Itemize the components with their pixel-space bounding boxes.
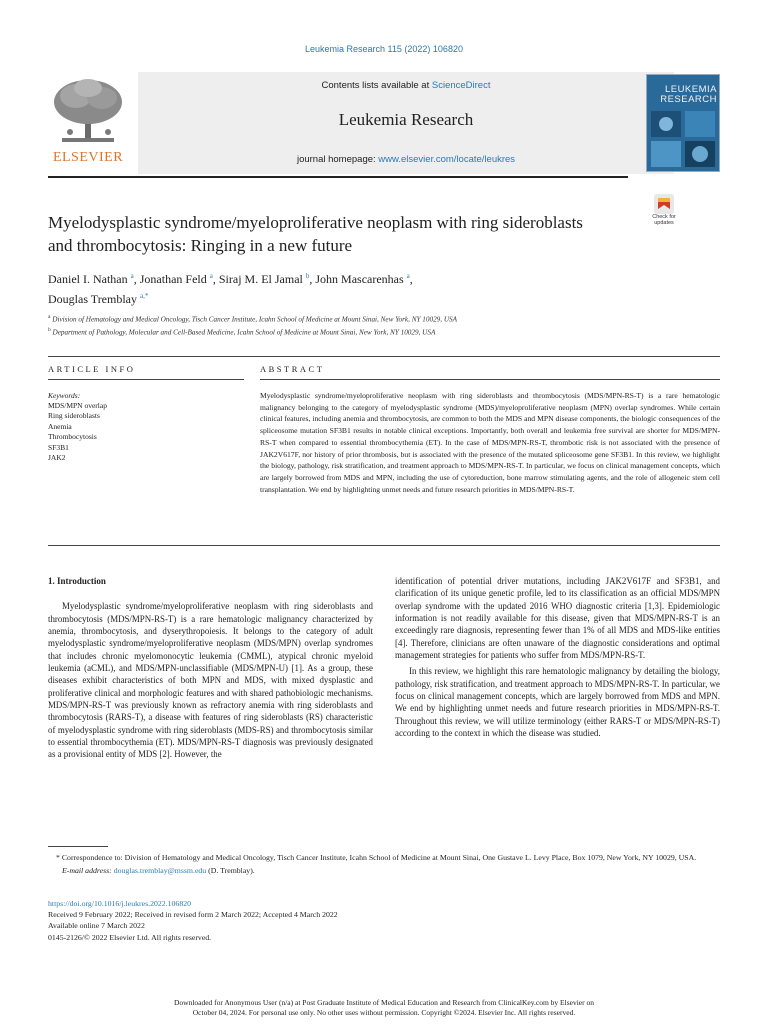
contents-prefix: Contents lists available at — [321, 80, 432, 91]
masthead — [48, 70, 628, 178]
footnote-separator — [48, 846, 108, 847]
article-info-rule — [48, 379, 244, 380]
journal-reference[interactable]: Leukemia Research 115 (2022) 106820 — [305, 44, 463, 54]
article-title: Myelodysplastic syndrome/myeloproliferative neoplasm with ring sideroblasts and thrombocytosis: Ringing in a new future — [48, 213, 583, 255]
doi-link[interactable]: https://doi.org/10.1016/j.leukres.2022.106820 — [48, 899, 192, 908]
keyword-item: Ring sideroblasts — [48, 411, 100, 421]
author-affiliation-mark[interactable]: b — [305, 272, 310, 280]
keyword-item: JAK2 — [48, 453, 66, 463]
body-paragraph: identification of potential driver mutations, including JAK2V617F and SF3B1, and clarification of its unique genetic profile, led to its classification as an official MDS/MPN overlap syndrome with the updated 2016 WHO diagnostic criteria [1,3]. Epidemiologic information is not readily available for this disease, given that MDS/MPN-RS-T is an exceedingly rare diagnosis, representing fewer than 1% of all MDS and MDS-like entities [4]. Therefore, clinicians are often unaware of the diagnostic considerations and optimal management strategies for patients who suffer from MDS/MPN-RS-T. — [395, 576, 720, 661]
affiliation-text: Division of Hematology and Medical Oncology, Tisch Cancer Institute, Icahn School of Medicine at Mount Sinai, New York, NY 10029, USA — [52, 315, 458, 324]
keyword-item: Thrombocytosis — [48, 432, 97, 442]
body-paragraph: In this review, we highlight this rare hematologic malignancy by detailing the biology, pathology, risk stratification, and treatment approach to MDS/MPN-RS-T. In particular, we focus on clinical management concepts, which are largely borrowed from MDS and MPN. We end by highlighting unmet needs and future research priorities in MDS/MPN-RS-T. Throughout this review, we will utilize terminology (either RARS-T or MDS/MPN-RS-T) according to the context in which the disease was studied. — [395, 666, 720, 739]
author-list: Daniel I. Nathan $^a$, Jonathan Feld $^a$, Siraj M. El Jamal $^b$, John Mascarenhas $^a$, Douglas Tremblay $^{a,*}$ — [48, 272, 413, 306]
email-link[interactable]: douglas.tremblay@mssm.edu — [113, 865, 207, 875]
affiliations — [48, 312, 688, 339]
email-suffix: (D. Tremblay). — [208, 865, 255, 875]
affiliation-mark: b — [48, 327, 51, 334]
author-name[interactable]: Siraj M. El Jamal — [218, 272, 303, 286]
journal-cover-image[interactable] — [646, 74, 720, 172]
received-dates: Received 9 February 2022; Received in revised form 2 March 2022; Accepted 4 March 2022 — [48, 910, 338, 920]
abstract-text: Myelodysplastic syndrome/myeloproliferative neoplasm with ring sideroblasts and thrombocytosis (MDS/MPN-RS-T) is a rare hematologic malignancy belonging to the category of myelodysplastic syndrome (MDS)/myeloproliferative neoplasm (MPN) overlap syndromes. While certain clinical features, including anemia and thrombocytosis, are common to both the MDS and MPN disease components, the biologic consequences of the spliceosome mutation SF3B1 results in notable clinical exceptions. Importantly, both overall and leukemia free survival are shorter for MDS/MPN-RS-T when compared to essential thrombocythemia (ET). In the case of MDS/MPN-RS-T, thrombotic risk is not associated with the presence of JAK2V617F, nor history of prior thrombosis, but is associated with the presence of the mutated spliceosome gene SF3B1. In this review, we highlight the biology, pathology, risk stratification, and treatment approach to MDS/MPN-RS-T. In particular, we focus on clinical management concepts, which are largely borrowed from MDS and MPN, including the use of cytoreduction, bone marrow stimulating agents, and the role of allogeneic stem cell transplantation. We end by highlighting unmet needs and future research priorities in MDS/MPN-RS-T. — [260, 391, 720, 494]
correspondence-note: * Correspondence to: Division of Hematology and Medical Oncology, Tisch Cancer Institute, Icahn School of Medicine at Mount Sinai, One Gustave L. Levy Place, Box 1079, New York, NY 10029, USA. — [56, 853, 697, 862]
publication-info — [48, 898, 720, 943]
homepage-line — [138, 154, 674, 165]
affiliation-item — [48, 312, 688, 325]
cover-title: LEUKEMIA RESEARCH — [660, 84, 717, 105]
abstract-rule — [260, 379, 720, 380]
download-notice-line: October 04, 2024. For personal use only. No other uses without permission. Copyright ©2024. Elsevier Inc. All rights reserved. — [192, 1007, 576, 1017]
download-notice — [0, 998, 768, 1017]
sciencedirect-link[interactable]: ScienceDirect — [431, 80, 491, 91]
body-paragraph: Myelodysplastic syndrome/myeloproliferative neoplasm with ring sideroblasts and thrombocytosis (MDS/MPN-RS-T) is a rare hematologic malignancy characterized by anemia, thrombocytosis, and dyserythropoiesis. It belongs to the category of adult myelodysplastic syndrome/myeloproliferative neoplasm (MDS/MPN) overlap syndromes that includes chronic myelomonocytic leukemia (CMML), atypical chronic myeloid leukemia (aCML), and MDS/MPN-unclassifiable (MDS/MPN-U) [1]. As a group, these diseases exhibit characteristics of both MPN and MDS, with mixed dysplastic and proliferative clinical and morphologic features and with shared pathobiologic mechanisms. MDS/MPN-RS-T was previously known as refractory anemia with ring sideroblasts and thrombocytosis (RARS-T), a disease with features of ring sideroblasts (RS) characteristic of myelodysplastic syndrome with ring sideroblasts (MDS-RS) and thrombocytosis similar to essential thrombocythemia (ET). MDS/MPN-RS-T diagnosis was previously designated as a provisional entity of MDS [2]. However, the — [48, 601, 373, 760]
journal-name: Leukemia Research — [338, 110, 474, 129]
affiliation-mark: a — [48, 314, 51, 320]
available-online: Available online 7 March 2022 — [48, 921, 145, 931]
author-affiliation-mark[interactable]: a,* — [140, 292, 149, 300]
author-affiliation-mark[interactable]: a — [209, 272, 213, 280]
author-affiliation-mark[interactable]: a — [130, 272, 134, 280]
body-column-right — [395, 575, 720, 739]
elsevier-tree-logo[interactable] — [48, 70, 128, 166]
keyword-list — [48, 401, 107, 463]
masthead-panel — [138, 72, 674, 174]
section-divider — [48, 545, 720, 546]
publisher-name: ELSEVIER — [52, 150, 124, 165]
article-info-heading: ARTICLE INFO — [48, 364, 136, 374]
author-name[interactable]: Douglas Tremblay — [48, 292, 138, 306]
author-name[interactable]: Daniel I. Nathan — [48, 272, 128, 286]
author-name[interactable]: John Mascarenhas — [315, 272, 404, 286]
copyright-line: 0145-2126/© 2022 Elsevier Ltd. All rights reserved. — [48, 932, 212, 942]
section-heading: 1. Introduction — [48, 576, 106, 586]
author-name[interactable]: Jonathan Feld — [139, 272, 207, 286]
footnotes — [48, 852, 720, 877]
section-divider — [48, 356, 720, 357]
affiliation-item — [48, 325, 688, 338]
keywords-label: Keywords: — [48, 391, 81, 400]
affiliation-text: Department of Pathology, Molecular and Cell-Based Medicine, Icahn School of Medicine at Mount Sinai, New York, NY 10029, USA — [52, 328, 436, 337]
abstract-heading: ABSTRACT — [260, 364, 325, 374]
author-affiliation-mark[interactable]: a — [406, 272, 410, 280]
keyword-item: MDS/MPN overlap — [48, 401, 107, 410]
masthead-rule — [48, 176, 628, 178]
keyword-item: Anemia — [48, 421, 72, 431]
email-line — [48, 865, 720, 878]
keyword-item: SF3B1 — [48, 442, 69, 452]
email-label: E-mail address: — [62, 865, 112, 875]
check-for-updates-label: Check for updates — [652, 214, 676, 226]
homepage-prefix: journal homepage: — [296, 154, 379, 165]
download-notice-line: Downloaded for Anonymous User (n/a) at Post Graduate Institute of Medical Education and Research from ClinicalKey.com by Elsevier on — [173, 998, 595, 1007]
homepage-link[interactable]: www.elsevier.com/locate/leukres — [378, 154, 516, 165]
body-column-left — [48, 575, 373, 761]
contents-line — [138, 80, 674, 91]
